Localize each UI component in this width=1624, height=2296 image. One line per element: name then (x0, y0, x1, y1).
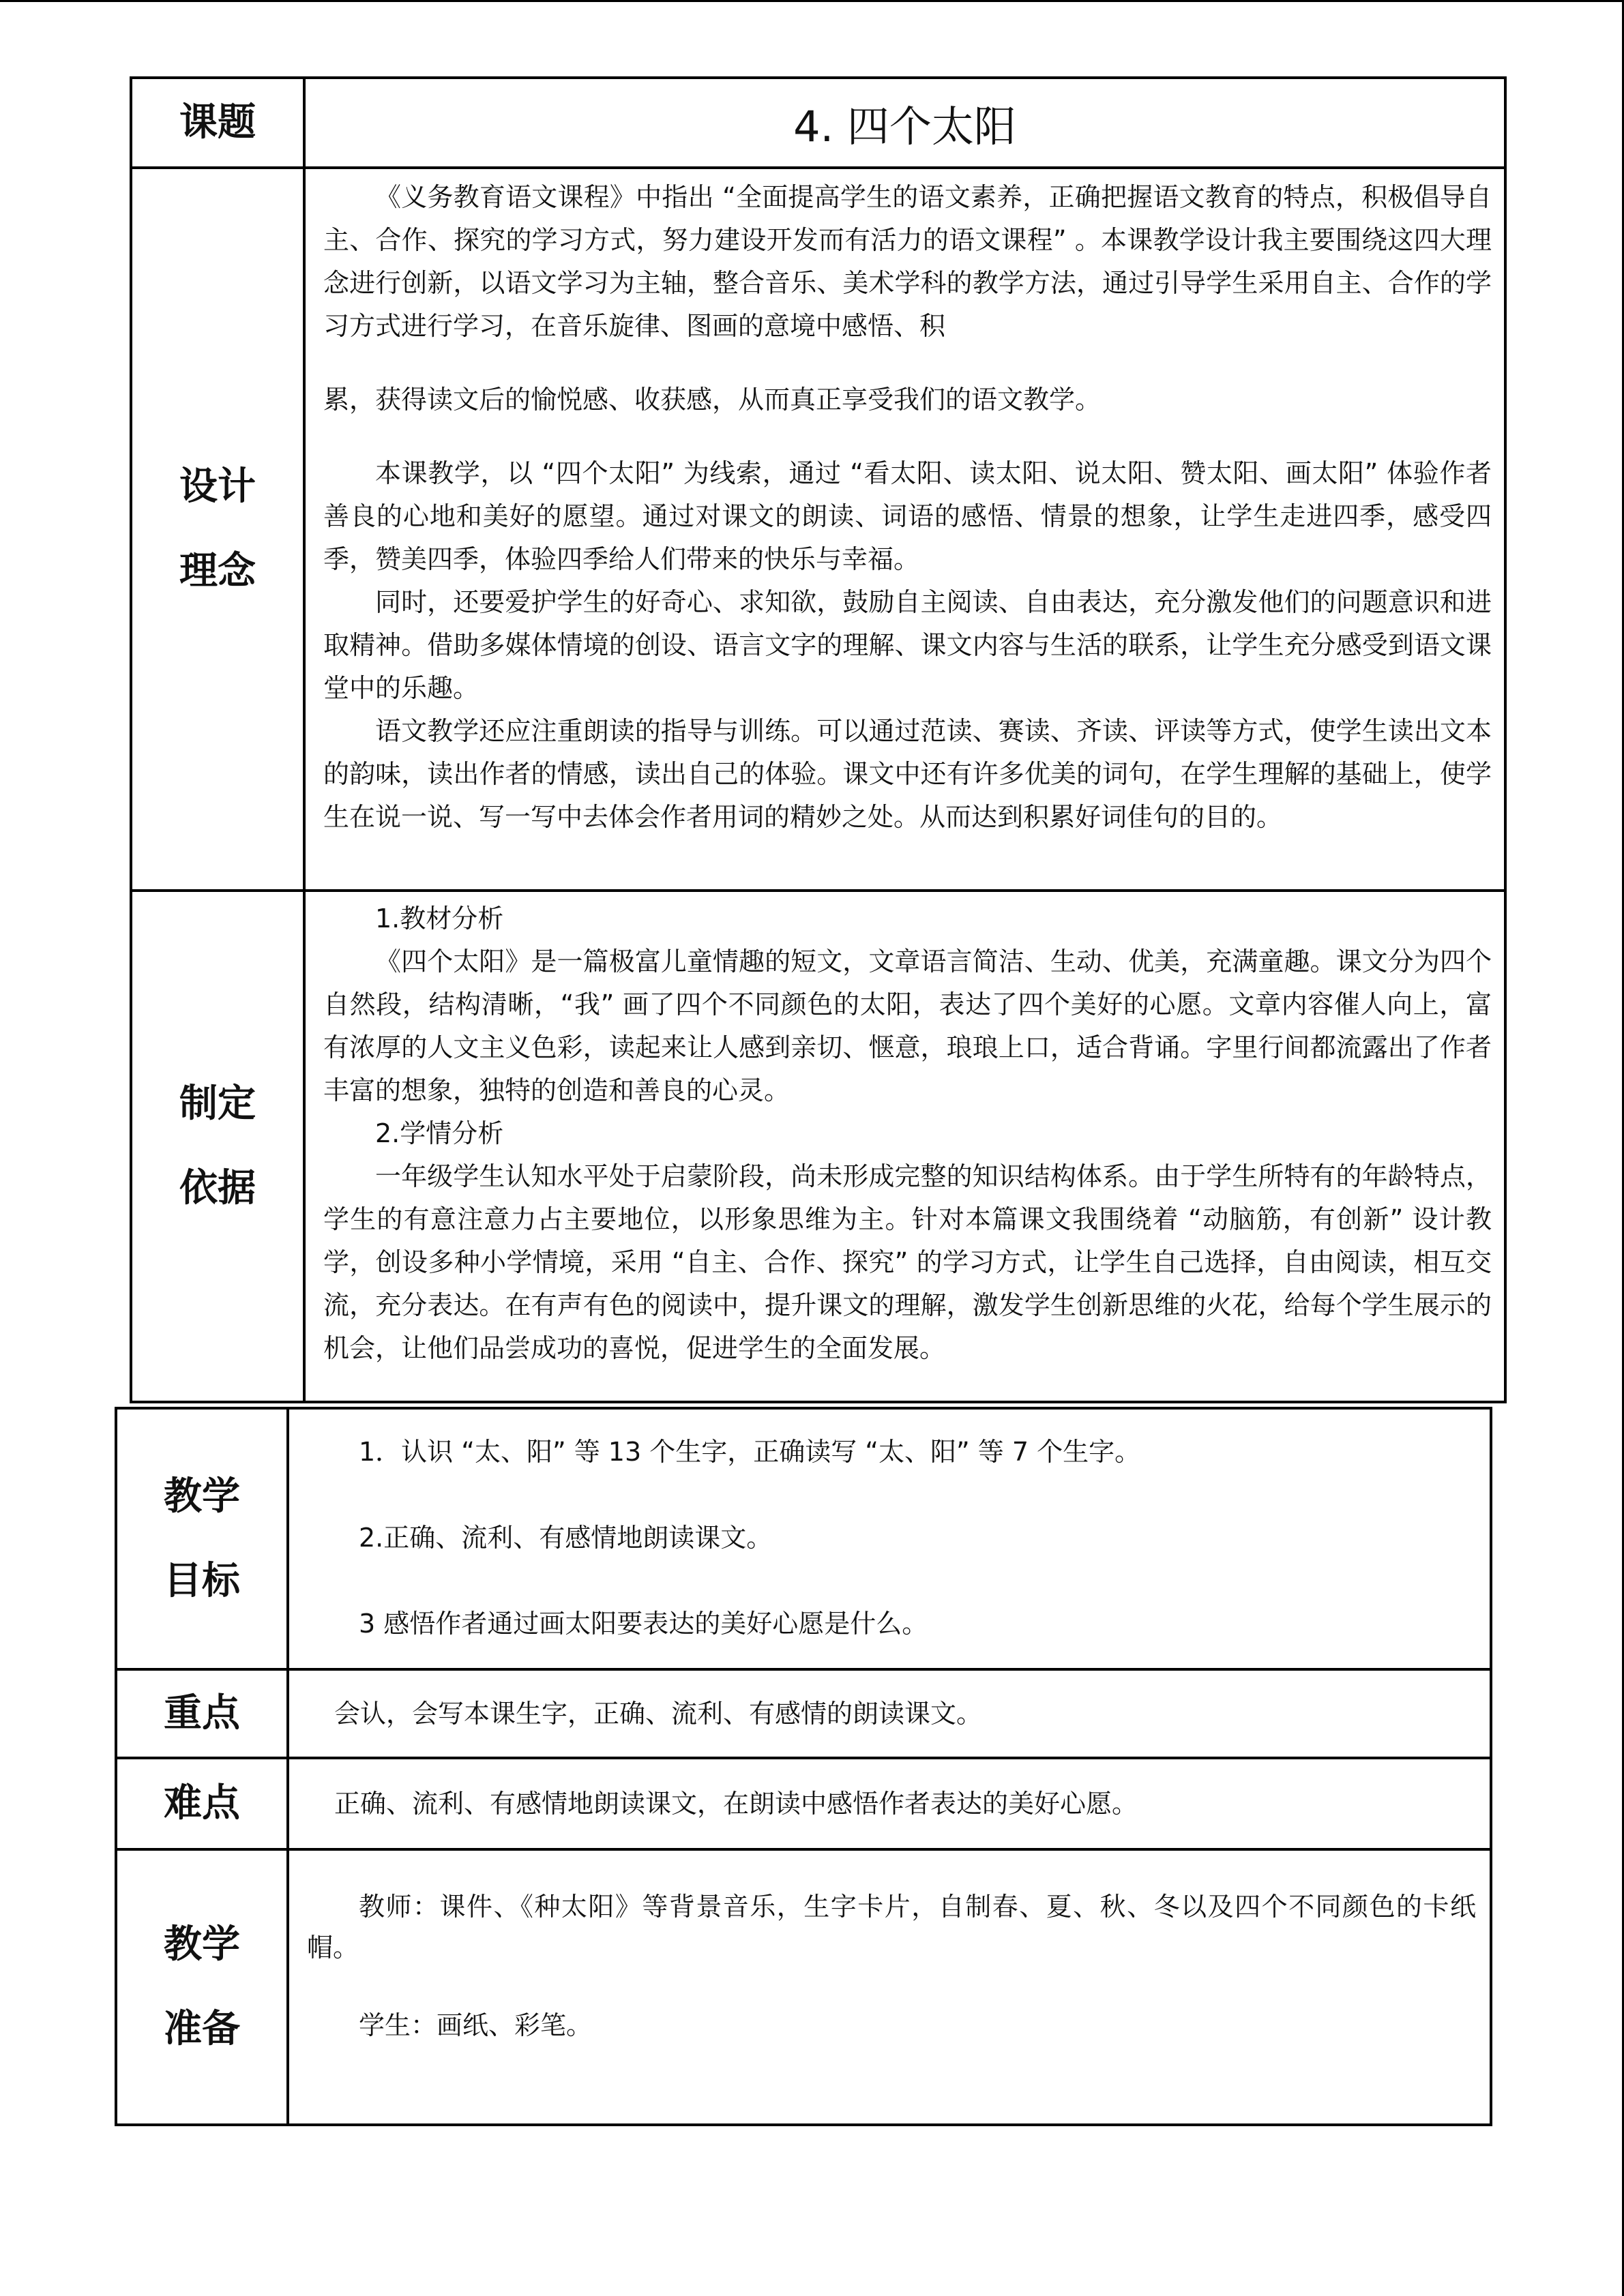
design-concept-paragraph-3: 同时，还要爱护学生的好奇心、求知欲，鼓励自主阅读、自由表达，充分激发他们的问题意识和进取精神。借助多媒体情境的创设、语言文字的理解、课文内容与生活的联系，让学生充分感受到语文课堂中的乐趣。 (323, 587, 1492, 703)
goal-1: 1．认识 “太、阳” 等 13 个生字，正确读写 “太、阳” 等 7 个生字。 (359, 1437, 1141, 1467)
basis-heading-2: 2.学情分析 (375, 1118, 504, 1148)
difficulty-label (116, 1758, 288, 1849)
preparation-label (116, 1849, 288, 2125)
key-point-label-text: 重点 (164, 1691, 240, 1735)
basis-label-line-2: 依据 (179, 1166, 256, 1210)
design-concept-paragraph-1a: 《义务教育语文课程》中指出 “全面提高学生的语文素养，正确把握语文教育的特点，积极倡导自主、合作、探究的学习方式，努力建设开发而有活力的语文课程” 。本课教学设计我主要围绕这四大理念进行创新，以语文学习为主轴，整合音乐、美术学科的教学方法，通过引导学生采用自主、合作的学习方式进行学习，在音乐旋律、图画的意境中感悟、积 (323, 182, 1492, 341)
basis-label-line-1: 制定 (179, 1082, 256, 1126)
basis-label (131, 891, 304, 1402)
design-concept-paragraph-4: 语文教学还应注重朗读的指导与训练。可以通过范读、赛读、齐读、评读等方式，使学生读出文本的韵味，读出作者的情感，读出自己的体验。课文中还有许多优美的词句，在学生理解的基础上，使学生在说一说、写一写中去体会作者用词的精妙之处。从而达到积累好词佳句的目的。 (323, 716, 1492, 832)
key-point-text: 会认，会写本课生字，正确、流利、有感情的朗读课文。 (334, 1699, 983, 1729)
goals-content (288, 1408, 1491, 1669)
goals-label (116, 1408, 288, 1669)
goals-label-line-1: 教学 (164, 1474, 240, 1519)
design-concept-paragraph-1b: 累，获得读文后的愉悦感、收获感，从而真正享受我们的语文教学。 (323, 385, 1102, 415)
lesson-title (304, 78, 1505, 168)
goal-3: 3 感悟作者通过画太阳要表达的美好心愿是什么。 (359, 1609, 928, 1639)
preparation-label-line-2: 准备 (164, 2007, 240, 2051)
preparation-content (288, 1849, 1491, 2125)
difficulty-label-text: 难点 (164, 1781, 240, 1825)
design-concept-label (131, 168, 304, 891)
design-concept-label-line-1: 设计 (179, 464, 256, 509)
design-concept-label-line-2: 理念 (179, 549, 256, 593)
design-concept-paragraph-2: 本课教学，以 “四个太阳” 为线索，通过 “看太阳、读太阳、说太阳、赞太阳、画太阳” 体验作者善良的心地和美好的愿望。通过对课文的朗读、词语的感悟、情景的想象，让学生走进四季，感受四季，赞美四季，体验四季给人们带来的快乐与幸福。 (323, 458, 1492, 574)
design-concept-content (304, 168, 1505, 891)
topic-label-text: 课题 (179, 100, 256, 145)
goal-2: 2.正确、流利、有感情地朗读课文。 (359, 1523, 773, 1553)
topic-label (131, 78, 304, 168)
lesson-info-table (130, 76, 1507, 1403)
preparation-label-line-1: 教学 (164, 1922, 240, 1967)
teaching-plan-table (115, 1407, 1492, 2126)
basis-content (304, 891, 1505, 1402)
preparation-teacher: 教师：课件、《种太阳》等背景音乐，生字卡片，自制春、夏、秋、冬以及四个不同颜色的卡纸帽。 (307, 1892, 1476, 1963)
basis-paragraph-1: 《四个太阳》是一篇极富儿童情趣的短文，文章语言简洁、生动、优美，充满童趣。课文分为四个自然段，结构清晰，“我” 画了四个不同颜色的太阳，表达了四个美好的心愿。文章内容催人向上，富有浓厚的人文主义色彩，读起来让人感到亲切、惬意，琅琅上口，适合背诵。字里行间都流露出了作者丰富的想象，独特的创造和善良的心灵。 (323, 946, 1492, 1105)
goals-label-line-2: 目标 (164, 1558, 240, 1603)
difficulty-text: 正确、流利、有感情地朗读课文，在朗读中感悟作者表达的美好心愿。 (334, 1789, 1138, 1819)
difficulty-content (288, 1758, 1491, 1849)
preparation-student: 学生：画纸、彩笔。 (359, 2010, 593, 2040)
basis-heading-1: 1.教材分析 (375, 904, 504, 934)
lesson-title-text: 4. 四个太阳 (793, 101, 1016, 151)
key-point-content (288, 1669, 1491, 1758)
basis-paragraph-2: 一年级学生认知水平处于启蒙阶段，尚未形成完整的知识结构体系。由于学生所特有的年龄特点，学生的有意注意力占主要地位，以形象思维为主。针对本篇课文我围绕着 “动脑筋，有创新” 设计教学，创设多种小学情境，采用 “自主、合作、探究” 的学习方式，让学生自己选择，自由阅读，相互交流，充分表达。在有声有色的阅读中，提升课文的理解，激发学生创新思维的火花，给每个学生展示的机会，让他们品尝成功的喜悦，促进学生的全面发展。 (323, 1161, 1492, 1363)
key-point-label (116, 1669, 288, 1758)
page-top-border (0, 0, 1624, 2)
